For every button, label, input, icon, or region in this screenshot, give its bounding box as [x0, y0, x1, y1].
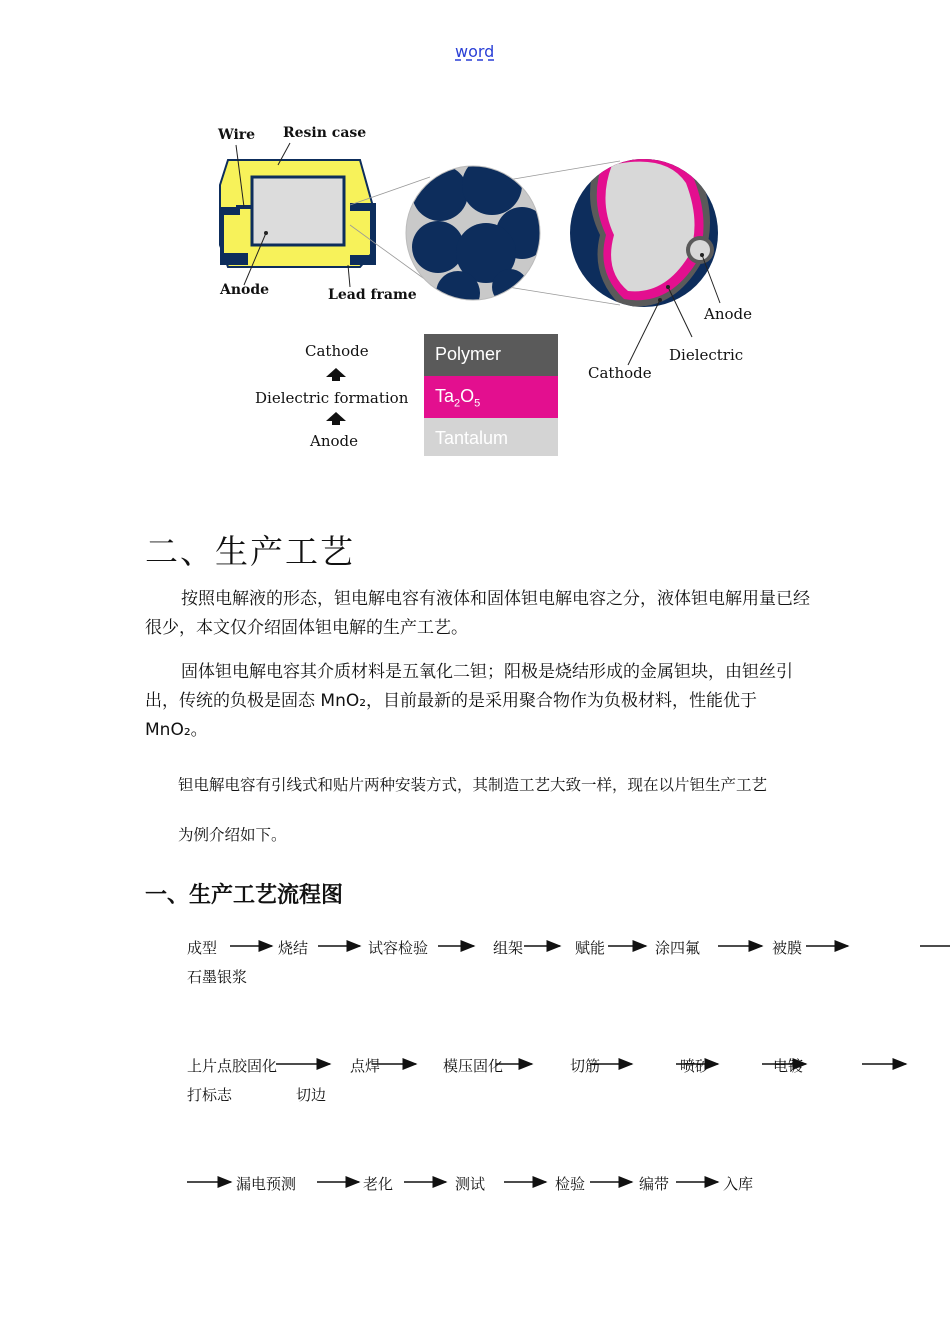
- flow-step: 成型: [187, 939, 218, 957]
- flow-step: 上片点胶固化: [187, 1057, 278, 1075]
- label-lead-frame: Lead frame: [328, 287, 417, 303]
- subsection-title: 一、生产工艺流程图: [145, 883, 344, 908]
- flow-step: 编带: [639, 1175, 670, 1193]
- flow-step: 漏电预测: [236, 1175, 297, 1193]
- label-anode-right: Anode: [704, 305, 753, 323]
- flow-step: 测试: [455, 1175, 486, 1193]
- legend-tantalum: Tantalum: [424, 418, 558, 456]
- stack-anode: Anode: [310, 432, 359, 450]
- arrow-up-icon: [326, 412, 346, 425]
- legend-ta2o5: $Ta_2O_5$: [424, 376, 558, 418]
- paragraph-1: 按照电解液的形态，钽电解电容有液体和固体钽电解电容之分，液体钽电解用量已经很少，本文仅介绍固体钽电解的生产工艺。: [145, 589, 810, 638]
- arrow-up-icon: [326, 368, 346, 381]
- label-anode: Anode: [220, 282, 270, 298]
- flow-step: 试容检验: [368, 939, 429, 957]
- flow-step: 切边: [296, 1086, 327, 1104]
- flow-step: 烧结: [278, 939, 309, 957]
- paragraph-3-line2: 为例介绍如下。: [178, 826, 287, 844]
- label-cathode-right: Cathode: [588, 364, 652, 382]
- flow-step: 石墨银浆: [187, 968, 248, 986]
- flow-step: 模压固化: [443, 1057, 504, 1075]
- stack-dielectric-formation: Dielectric formation: [255, 389, 409, 407]
- flow-step: 打标志: [187, 1086, 233, 1104]
- flow-step: 被膜: [772, 939, 803, 957]
- flow-step: 切筋: [570, 1057, 601, 1075]
- label-dielectric: Dielectric: [669, 346, 744, 364]
- flow-step: 涂四氟: [655, 939, 701, 957]
- stack-cathode: Cathode: [305, 342, 369, 360]
- paragraph-2: 固体钽电解电容其介质材料是五氧化二钽；阳极是烧结形成的金属钽块，由钽丝引出，传统的负极是固态 MnO₂，目前最新的是采用聚合物作为负极材料，性能优于 MnO₂。: [145, 662, 793, 740]
- flow-step: 组架: [493, 939, 524, 957]
- flow-step: 老化: [363, 1175, 394, 1193]
- flow-step: 赋能: [575, 939, 606, 957]
- paragraph-3-line1: 钽电解电容有引线式和贴片两种安装方式，其制造工艺大致一样，现在以片钽生产工艺: [178, 776, 768, 794]
- section-title: 二、生产工艺: [145, 532, 355, 571]
- flow-step: 点焊: [350, 1057, 381, 1075]
- label-wire: Wire: [218, 127, 256, 143]
- header-link[interactable]: word: [455, 42, 495, 61]
- flow-step: 喷砂: [680, 1057, 711, 1075]
- legend-polymer: Polymer: [424, 334, 558, 376]
- label-resin-case: Resin case: [283, 125, 367, 141]
- flow-step: 入库: [723, 1175, 754, 1193]
- flow-step: 电镀: [773, 1057, 804, 1075]
- flow-step: 检验: [555, 1175, 586, 1193]
